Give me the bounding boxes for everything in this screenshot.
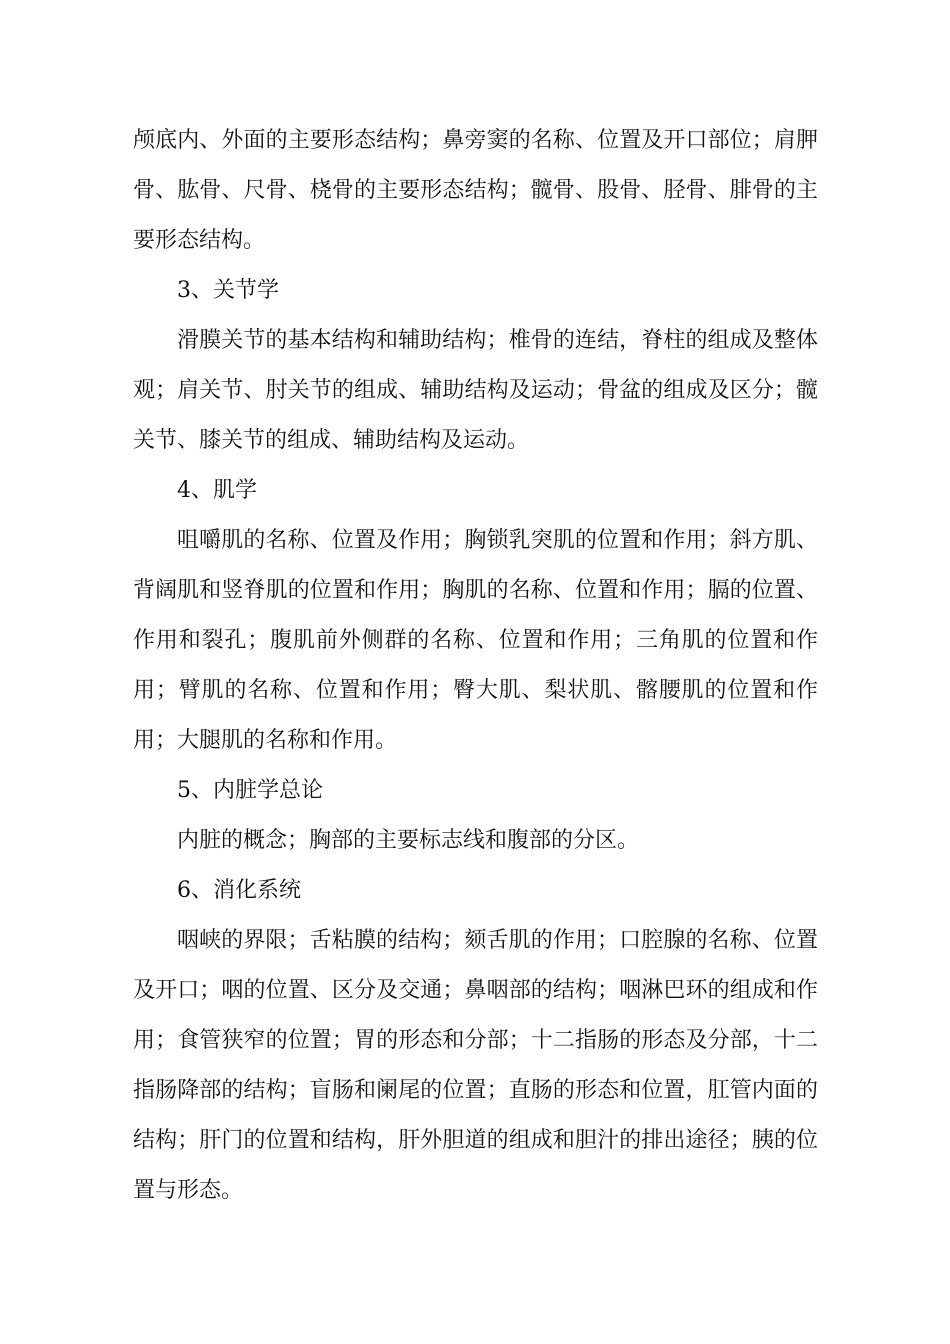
paragraph-digestive-system: 咽峡的界限；舌粘膜的结构；颏舌肌的作用；口腔腺的名称、位置及开口；咽的位置、区分及交通；鼻咽部的结构；咽淋巴环的组成和作用；食管狭窄的位置；胃的形态和分部；十二指肠的形态及分部，十二指肠降部的结构；盲肠和阑尾的位置；直肠的形态和位置，肛管内面的结构；肝门的位置和结构，肝外胆道的组成和胆汁的排出途径；胰的位置与形态。 — [133, 928, 818, 1203]
paragraph-arthrology: 滑膜关节的基本结构和辅助结构；椎骨的连结，脊柱的组成及整体观；肩关节、肘关节的组成、辅助结构及运动；骨盆的组成及区分；髋关节、膝关节的组成、辅助结构及运动。 — [133, 328, 818, 453]
section-heading-myology: 4、肌学 — [177, 478, 257, 503]
document-body — [133, 116, 818, 1216]
section-heading-digestive-system: 6、消化系统 — [177, 878, 301, 903]
section-heading-arthrology: 3、关节学 — [177, 278, 279, 303]
paragraph-myology: 咀嚼肌的名称、位置及作用；胸锁乳突肌的位置和作用；斜方肌、背阔肌和竖脊肌的位置和作用；胸肌的名称、位置和作用；膈的位置、作用和裂孔；腹肌前外侧群的名称、位置和作用；三角肌的位置和作用；臂肌的名称、位置和作用；臀大肌、梨状肌、髂腰肌的位置和作用；大腿肌的名称和作用。 — [133, 528, 818, 753]
paragraph-splanchnology: 内脏的概念；胸部的主要标志线和腹部的分区。 — [177, 828, 640, 853]
paragraph-skeleton-structures: 颅底内、外面的主要形态结构；鼻旁窦的名称、位置及开口部位；肩胛骨、肱骨、尺骨、桡骨的主要形态结构；髋骨、股骨、胫骨、腓骨的主要形态结构。 — [133, 128, 818, 253]
section-heading-splanchnology: 5、内脏学总论 — [177, 778, 323, 803]
